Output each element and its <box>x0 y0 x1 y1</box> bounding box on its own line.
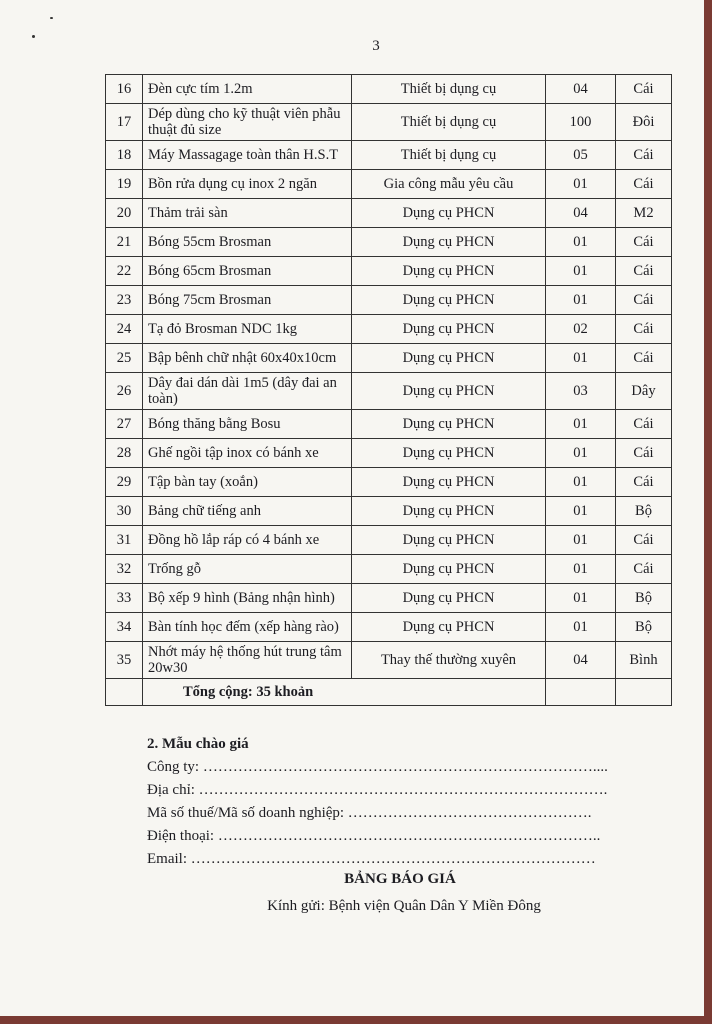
row-number: 30 <box>106 497 143 526</box>
item-quantity: 04 <box>546 75 616 104</box>
table-row <box>106 373 672 410</box>
item-name: Bồn rửa dụng cụ inox 2 ngăn <box>143 170 352 199</box>
quote-form-section <box>147 733 667 871</box>
item-quantity: 03 <box>546 373 616 410</box>
item-unit: Đôi <box>616 104 672 141</box>
item-category: Thay thế thường xuyên <box>352 642 546 679</box>
item-quantity: 01 <box>546 468 616 497</box>
empty-cell <box>546 679 616 706</box>
item-quantity: 05 <box>546 141 616 170</box>
tax-code-line: Mã số thuế/Mã số doanh nghiệp: …………………………………………. <box>147 805 592 821</box>
company-line: Công ty: …………………………………………………………………….... <box>147 759 608 775</box>
table-row <box>106 497 672 526</box>
table-row <box>106 75 672 104</box>
item-category: Thiết bị dụng cụ <box>352 141 546 170</box>
item-category: Dụng cụ PHCN <box>352 439 546 468</box>
item-category: Dụng cụ PHCN <box>352 228 546 257</box>
row-number: 22 <box>106 257 143 286</box>
table-row <box>106 286 672 315</box>
item-quantity: 01 <box>546 286 616 315</box>
item-unit: Cái <box>616 410 672 439</box>
item-name: Bập bênh chữ nhật 60x40x10cm <box>143 344 352 373</box>
total-label: Tổng cộng: 35 khoản <box>143 679 546 706</box>
item-unit: Cái <box>616 170 672 199</box>
table-row <box>106 555 672 584</box>
greeting-line: Kính gửi: Bệnh viện Quân Dân Y Miền Đông <box>267 898 541 914</box>
section-heading: 2. Mẫu chào giá <box>147 736 249 752</box>
table-row <box>106 228 672 257</box>
item-category: Dụng cụ PHCN <box>352 344 546 373</box>
item-name: Thảm trải sàn <box>143 199 352 228</box>
item-unit: Cái <box>616 555 672 584</box>
table-body <box>106 75 672 706</box>
item-unit: Cái <box>616 257 672 286</box>
table-row <box>106 584 672 613</box>
row-number: 21 <box>106 228 143 257</box>
item-quantity: 01 <box>546 613 616 642</box>
item-category: Dụng cụ PHCN <box>352 584 546 613</box>
item-unit: Cái <box>616 141 672 170</box>
row-number: 16 <box>106 75 143 104</box>
table-row <box>106 526 672 555</box>
item-name: Bóng thăng bằng Bosu <box>143 410 352 439</box>
scan-speck <box>50 17 53 19</box>
item-unit: Cái <box>616 315 672 344</box>
equipment-table <box>105 74 672 706</box>
item-quantity: 100 <box>546 104 616 141</box>
item-name: Máy Massagage toàn thân H.S.T <box>143 141 352 170</box>
item-unit: Bộ <box>616 584 672 613</box>
item-quantity: 04 <box>546 642 616 679</box>
address-line: Địa chỉ: ………………………………………………………………………. <box>147 782 608 798</box>
total-row <box>106 679 672 706</box>
item-quantity: 01 <box>546 439 616 468</box>
page-number: 3 <box>372 38 380 54</box>
item-name: Ghế ngồi tập inox có bánh xe <box>143 439 352 468</box>
table-row <box>106 199 672 228</box>
item-unit: Bộ <box>616 613 672 642</box>
item-name: Bóng 55cm Brosman <box>143 228 352 257</box>
row-number: 34 <box>106 613 143 642</box>
table-row <box>106 468 672 497</box>
row-number: 19 <box>106 170 143 199</box>
item-category: Dụng cụ PHCN <box>352 199 546 228</box>
item-quantity: 04 <box>546 199 616 228</box>
phone-line: Điện thoại: ………………………………………………………………….. <box>147 828 601 844</box>
item-name: Dây đai dán dài 1m5 (dây đai an toàn) <box>143 373 352 410</box>
item-name: Bàn tính học đếm (xếp hàng rào) <box>143 613 352 642</box>
item-quantity: 01 <box>546 555 616 584</box>
item-category: Dụng cụ PHCN <box>352 526 546 555</box>
row-number: 32 <box>106 555 143 584</box>
table-row <box>106 613 672 642</box>
empty-cell <box>616 679 672 706</box>
item-quantity: 01 <box>546 526 616 555</box>
item-name: Bóng 75cm Brosman <box>143 286 352 315</box>
table-row <box>106 170 672 199</box>
item-category: Dụng cụ PHCN <box>352 468 546 497</box>
item-quantity: 01 <box>546 257 616 286</box>
item-name: Đồng hồ lắp ráp có 4 bánh xe <box>143 526 352 555</box>
item-category: Dụng cụ PHCN <box>352 315 546 344</box>
item-name: Dép dùng cho kỹ thuật viên phẫu thuật đủ size <box>143 104 352 141</box>
item-unit: M2 <box>616 199 672 228</box>
item-unit: Bộ <box>616 497 672 526</box>
item-name: Đèn cực tím 1.2m <box>143 75 352 104</box>
item-quantity: 01 <box>546 497 616 526</box>
row-number: 18 <box>106 141 143 170</box>
item-quantity: 01 <box>546 170 616 199</box>
row-number: 25 <box>106 344 143 373</box>
table-row <box>106 104 672 141</box>
item-category: Dụng cụ PHCN <box>352 555 546 584</box>
item-name: Bóng 65cm Brosman <box>143 257 352 286</box>
item-unit: Cái <box>616 468 672 497</box>
row-number: 23 <box>106 286 143 315</box>
item-quantity: 01 <box>546 228 616 257</box>
row-number: 24 <box>106 315 143 344</box>
item-category: Dụng cụ PHCN <box>352 613 546 642</box>
item-quantity: 01 <box>546 410 616 439</box>
item-category: Thiết bị dụng cụ <box>352 75 546 104</box>
table-row <box>106 315 672 344</box>
item-unit: Cái <box>616 286 672 315</box>
item-name: Tập bàn tay (xoắn) <box>143 468 352 497</box>
row-number: 17 <box>106 104 143 141</box>
row-number: 28 <box>106 439 143 468</box>
item-name: Tạ đỏ Brosman NDC 1kg <box>143 315 352 344</box>
item-category: Gia công mẫu yêu cầu <box>352 170 546 199</box>
row-number: 29 <box>106 468 143 497</box>
row-number: 31 <box>106 526 143 555</box>
item-unit: Cái <box>616 439 672 468</box>
table-row <box>106 257 672 286</box>
row-number: 33 <box>106 584 143 613</box>
item-quantity: 01 <box>546 584 616 613</box>
item-name: Trống gỗ <box>143 555 352 584</box>
item-category: Dụng cụ PHCN <box>352 410 546 439</box>
table-row <box>106 439 672 468</box>
item-name: Nhớt máy hệ thống hút trung tâm 20w30 <box>143 642 352 679</box>
table-row <box>106 141 672 170</box>
table-row <box>106 410 672 439</box>
item-unit: Cái <box>616 228 672 257</box>
item-category: Dụng cụ PHCN <box>352 497 546 526</box>
empty-cell <box>106 679 143 706</box>
item-unit: Cái <box>616 344 672 373</box>
item-unit: Cái <box>616 75 672 104</box>
row-number: 27 <box>106 410 143 439</box>
item-unit: Cái <box>616 526 672 555</box>
row-number: 26 <box>106 373 143 410</box>
item-unit: Dây <box>616 373 672 410</box>
item-quantity: 01 <box>546 344 616 373</box>
item-name: Bảng chữ tiếng anh <box>143 497 352 526</box>
item-name: Bộ xếp 9 hình (Bảng nhận hình) <box>143 584 352 613</box>
table-row <box>106 642 672 679</box>
item-category: Thiết bị dụng cụ <box>352 104 546 141</box>
item-category: Dụng cụ PHCN <box>352 286 546 315</box>
table-row <box>106 344 672 373</box>
item-category: Dụng cụ PHCN <box>352 257 546 286</box>
row-number: 35 <box>106 642 143 679</box>
row-number: 20 <box>106 199 143 228</box>
item-category: Dụng cụ PHCN <box>352 373 546 410</box>
item-quantity: 02 <box>546 315 616 344</box>
quote-title: BẢNG BÁO GIÁ <box>344 871 456 887</box>
email-line: Email: ……………………………………………………………………… <box>147 851 596 867</box>
item-unit: Bình <box>616 642 672 679</box>
